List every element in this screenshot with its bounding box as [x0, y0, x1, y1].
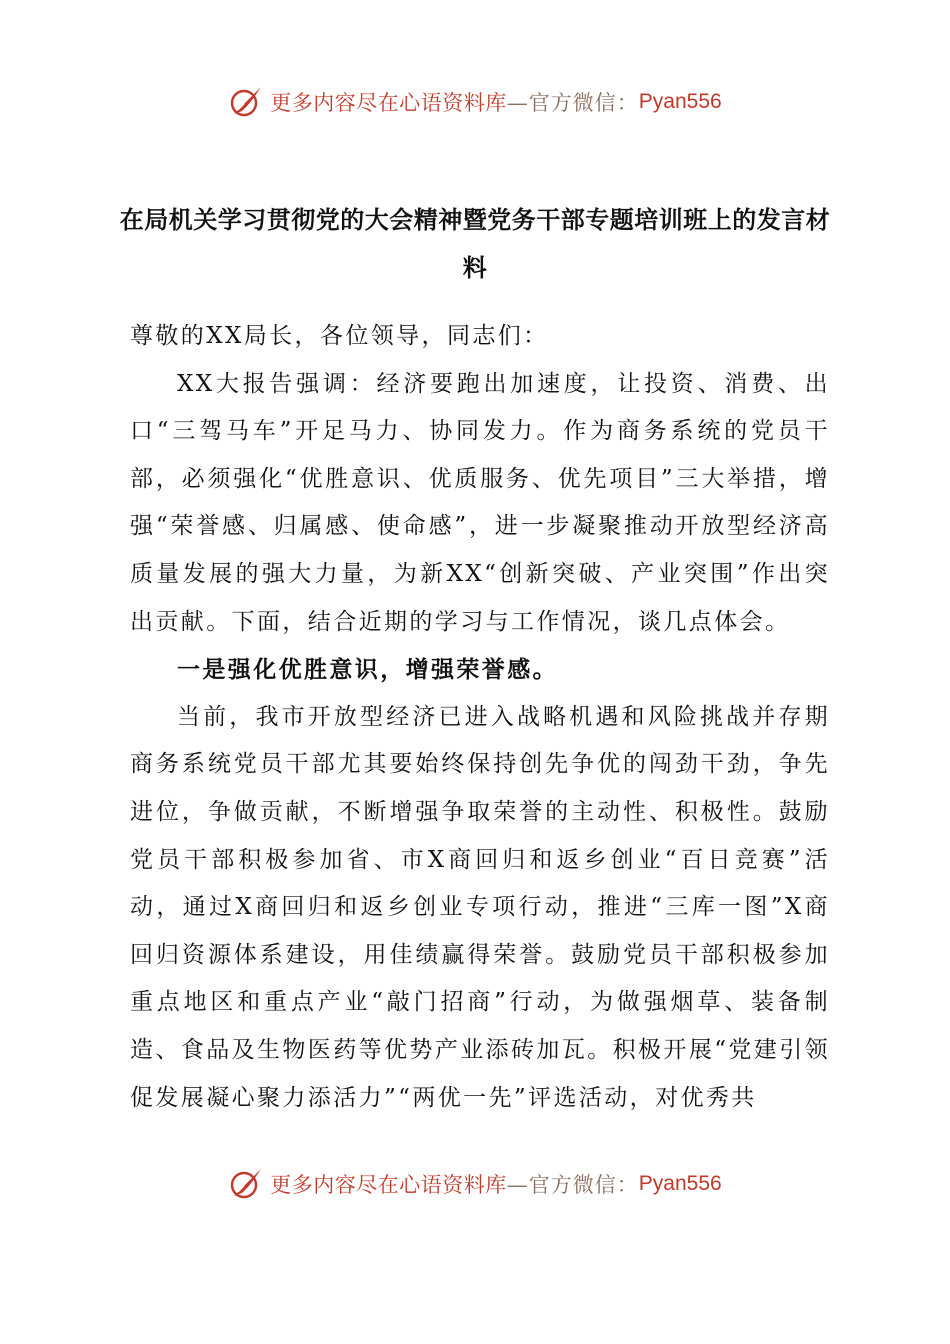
salutation: 尊敬的XX局长，各位领导，同志们：: [130, 323, 549, 349]
section-heading-1: 一是强化优胜意识，增强荣誉感。: [177, 656, 558, 684]
section-paragraph-1: 当前，我市开放型经济已进入战略机遇和风险挑战并存期商务系统党员干部尤其要始终保持创先争优的闯劲干劲，争先进位，争做贡献，不断增强争取荣誉的主动性、积极性。鼓励党员干部积极参加省、市X商回归和返乡创业“百日竞赛”活动，通过X商回归和返乡创业专项行动，推进“三库一图”X商回归资源体系建设，用佳绩赢得荣誉。鼓励党员干部积极参加重点地区和重点产业“敲门招商”行动，为做强烟草、装备制造、食品及生物医药等优势产业添砖加瓦。积极开展“党建引领促发展凝心聚力添活力”“两优一先”评选活动，对优秀共: [130, 703, 830, 1111]
footer-watermark: [0, 1162, 950, 1206]
intro-paragraph: XX大报告强调：经济要跑出加速度，让投资、消费、出口“三驾马车”开足马力、协同发力。作为商务系统的党员干部，必须强化“优胜意识、优质服务、优先项目”三大举措，增强“荣誉感、归属感、使命感”，进一步凝聚推动开放型经济高质量发展的强大力量，为新XX“创新突破、产业突围”作出突出贡献。下面，结合近期的学习与工作情况，谈几点体会。: [130, 370, 830, 635]
document-body: [130, 313, 830, 1122]
quill-logo-icon: [228, 1166, 264, 1202]
watermark-wechat-label: —官方微信：: [506, 1173, 639, 1197]
watermark-wechat-label: —官方微信：: [506, 91, 639, 115]
watermark-brand: 更多内容尽在心语资料库: [270, 1173, 507, 1197]
quill-logo-icon: [228, 84, 264, 120]
watermark-brand: 更多内容尽在心语资料库: [270, 91, 507, 115]
watermark-wechat-id: Pyan556: [638, 1172, 722, 1195]
document-title: 在局机关学习贯彻党的大会精神暨党务干部专题培训班上的发言材料: [119, 205, 831, 282]
header-watermark: [0, 80, 950, 124]
watermark-wechat-id: Pyan556: [638, 90, 722, 113]
